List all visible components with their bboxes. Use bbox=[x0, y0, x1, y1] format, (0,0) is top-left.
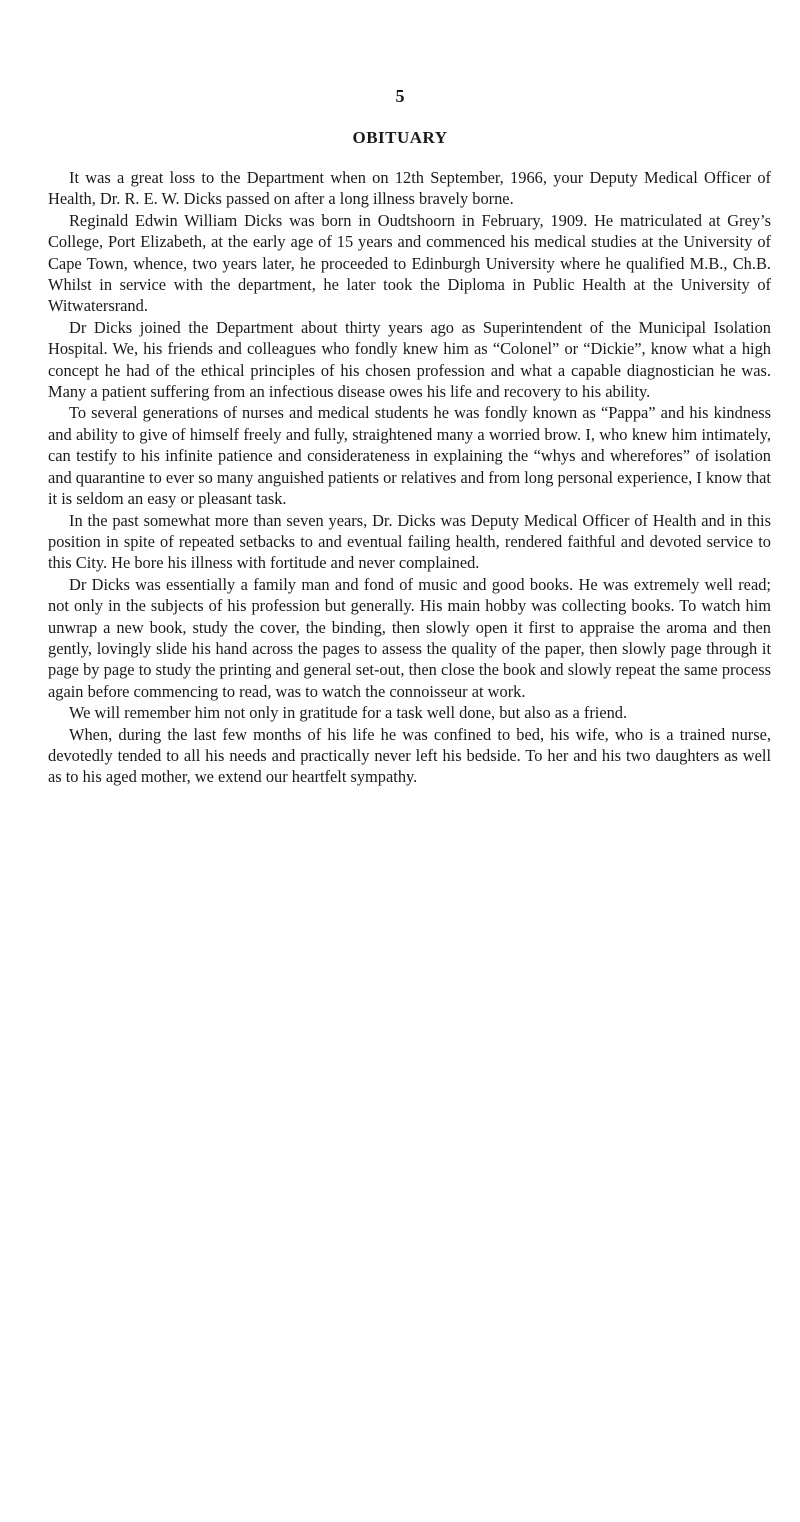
obituary-body bbox=[48, 167, 771, 788]
page-number: 5 bbox=[395, 86, 405, 106]
paragraph: It was a great loss to the Department when on 12th September, 1966, your Deputy Medical Officer of Health, Dr. R. E. W. Dicks passed on after a long illness bravely borne. bbox=[48, 168, 771, 209]
paragraph: When, during the last few months of his life he was confined to bed, his wife, who is a trained nurse, devotedly tended to all his needs and practically never left his bedside. To her and his two daughters as well as to his aged mother, we extend our heartfelt sympathy. bbox=[48, 724, 771, 787]
paragraph: To several generations of nurses and medical students he was fondly known as “Pappa” and his kindness and ability to give of himself freely and fully, straightened many a worried brow. I, who knew him intimately, can testify to his infinite patience and considerateness in explaining the “whys and wherefores” of isolation and quarantine to ever so many anguished patients or relatives and from long personal experience, I know that it is seldom an easy or pleasant task. bbox=[48, 403, 771, 509]
paragraph: Dr Dicks joined the Department about thirty years ago as Superintendent of the Municipal Isolation Hospital. We, his friends and colleagues who fondly knew him as “Colonel” or “Dickie”, know what a high concept he had of the ethical principles of his chosen profession and what a capable diagnostician he was. Many a patient suffering from an infectious disease owes his life and recovery to his ability. bbox=[48, 317, 771, 402]
paragraph: In the past somewhat more than seven years, Dr. Dicks was Deputy Medical Officer of Health and in this position in spite of repeated setbacks to and eventual failing health, rendered faithful and devoted service to this City. He bore his illness with fortitude and never complained. bbox=[48, 510, 771, 573]
paragraph: We will remember him not only in gratitude for a task well done, but also as a friend. bbox=[69, 703, 628, 723]
paragraph: Reginald Edwin William Dicks was born in Oudtshoorn in February, 1909. He matriculated at Grey’s College, Port Elizabeth, at the early age of 15 years and commenced his medical studies at the University of Cape Town, whence, two years later, he proceeded to Edinburgh University where he qualified M.B., Ch.B. Whilst in service with the department, he later took the Diploma in Public Health at the University of Witwatersrand. bbox=[48, 210, 771, 316]
page-title: OBITUARY bbox=[352, 128, 448, 147]
paragraph: Dr Dicks was essentially a family man and fond of music and good books. He was extremely well read; not only in the subjects of his profession but generally. His main hobby was collecting books. To watch him unwrap a new book, study the cover, the binding, then slowly open it first to appraise the aroma and then gently, lovingly slide his hand across the pages to assess the quality of the paper, then slowly page through it page by page to study the printing and general set-out, then close the book and slowly repeat the same process again before commencing to read, was to watch the connoisseur at work. bbox=[48, 574, 771, 701]
